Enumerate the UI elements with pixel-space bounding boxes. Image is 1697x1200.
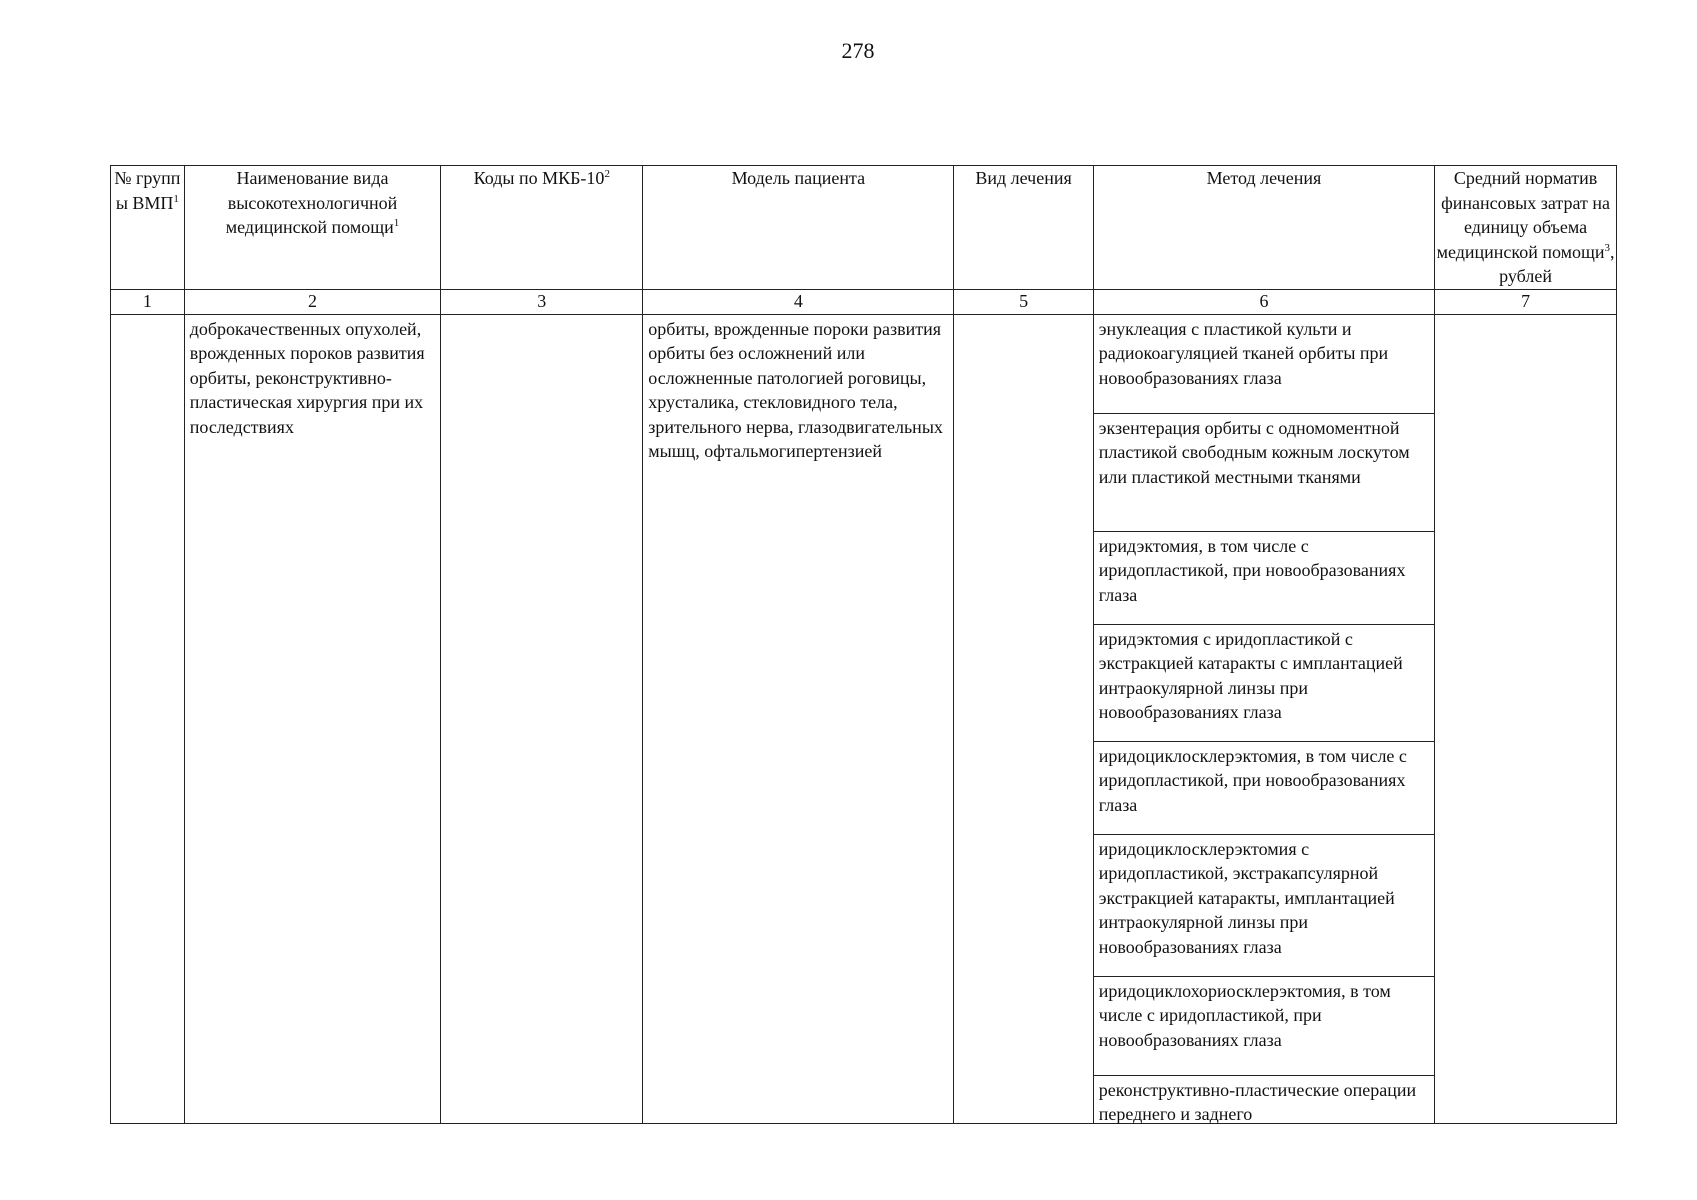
column-number: 5 xyxy=(954,289,1093,314)
header-text: Модель пациента xyxy=(731,168,866,188)
header-cost xyxy=(1435,166,1617,290)
header-text: Средний норматив финансовых затрат на единицу объема медицинской помощи xyxy=(1436,168,1610,262)
header-row xyxy=(111,166,1617,290)
cell-treatment-type xyxy=(954,314,1093,1123)
header-treatment-type xyxy=(954,166,1093,290)
header-icd-codes xyxy=(441,166,643,290)
header-text-suffix: , рублей xyxy=(1499,241,1615,286)
footnote-mark: 2 xyxy=(604,168,610,180)
table-row xyxy=(111,314,1617,1123)
cell-treatment-methods xyxy=(1093,314,1434,1123)
header-text: Вид лечения xyxy=(975,168,1072,188)
header-text: Коды по МКБ-10 xyxy=(473,168,605,188)
footnote-mark: 1 xyxy=(173,192,179,205)
column-number: 1 xyxy=(111,289,185,314)
column-number: 6 xyxy=(1093,289,1434,314)
header-treatment-method xyxy=(1093,166,1434,290)
cell-care-name: доброкачественных опухолей, врожденных пороков развития орбиты, реконструктивно-пластическая хирургия при их последствиях xyxy=(184,314,441,1123)
column-number: 4 xyxy=(643,289,954,314)
page-number: 278 xyxy=(841,38,875,63)
column-number: 7 xyxy=(1435,289,1617,314)
method-item: иридэктомия с иридопластикой с экстракцией катаракты с имплантацией интраокулярной линзы при новообразованиях глаза xyxy=(1094,625,1434,742)
cell-patient-model: орбиты, врожденные пороки развития орбиты без осложнений или осложненные патологией роговицы, хрусталика, стекловидного тела, зрительного нерва, глазодвигательных мышц, офтальмогипертензией xyxy=(643,314,954,1123)
method-item: экзентерация орбиты с одномоментной пластикой свободным кожным лоскутом или пластикой местными тканями xyxy=(1094,414,1434,532)
cell-group-number xyxy=(111,314,185,1123)
header-group-number xyxy=(111,166,185,290)
method-item: иридэктомия, в том числе с иридопластикой, при новообразованиях глаза xyxy=(1094,532,1434,625)
method-item: реконструктивно-пластические операции переднего и заднего xyxy=(1098,1079,1417,1124)
column-number: 2 xyxy=(184,289,441,314)
method-list xyxy=(1094,315,1434,1123)
cell-icd-codes xyxy=(441,314,643,1123)
header-text: Метод лечения xyxy=(1206,168,1322,188)
method-item: иридоциклосклерэктомия, в том числе с иридопластикой, при новообразованиях глаза xyxy=(1094,742,1434,835)
vmp-table xyxy=(110,165,1617,1124)
header-patient-model xyxy=(643,166,954,290)
cell-cost xyxy=(1435,314,1617,1123)
method-item: иридоциклохориосклерэктомия, в том числе с иридопластикой, при новообразованиях глаза xyxy=(1094,977,1434,1076)
header-text: Наименование вида высокотехнологичной медицинской помощи xyxy=(225,168,398,237)
header-text: № групп ы ВМП xyxy=(114,168,181,213)
footnote-mark: 1 xyxy=(393,217,400,229)
column-number: 3 xyxy=(441,289,643,314)
footnote-mark: 3 xyxy=(1604,241,1611,254)
column-number-row xyxy=(111,289,1617,314)
method-item: энуклеация с пластикой культи и радиокоагуляцией тканей орбиты при новообразованиях глаза xyxy=(1094,315,1434,414)
header-care-type xyxy=(184,166,441,290)
method-item: иридоциклосклерэктомия с иридопластикой, экстракапсулярной экстракцией катаракты, имплантацией интраокулярной линзы при новообразованиях глаза xyxy=(1094,835,1434,977)
